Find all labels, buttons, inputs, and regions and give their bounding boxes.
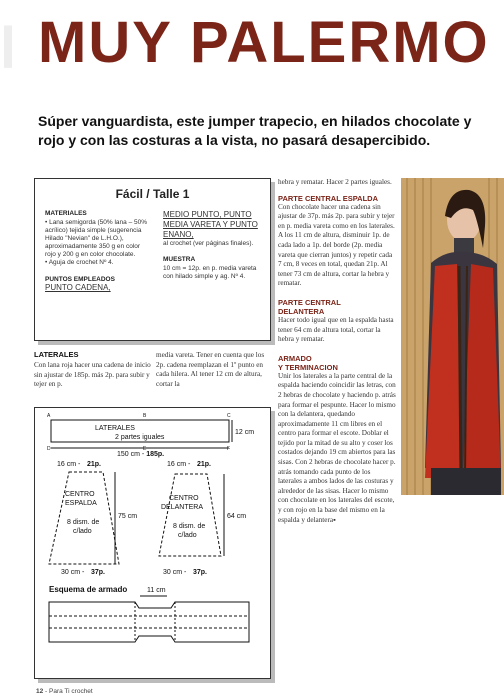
footer-source: - Para Ti crochet: [45, 688, 93, 695]
svg-text:B: B: [143, 413, 147, 419]
svg-text:c/lado: c/lado: [73, 528, 92, 535]
col3-top: hebra y rematar. Hacer 2 partes iguales.: [278, 178, 392, 186]
laterales-heading: LATERALES: [34, 350, 79, 359]
svg-text:37p.: 37p.: [193, 569, 208, 576]
page-subtitle: Súper vanguardista, este jumper trapecio, en hilados chocolate y rojo y con las costuras a la vista, no pasará desapercibido.: [38, 113, 472, 148]
svg-text:16 cm -: 16 cm -: [167, 461, 191, 468]
puntos-right-1: MEDIO PUNTO, PUNTO MEDIA VARETA Y PUNTO ENANO,: [163, 210, 258, 239]
svg-text:30 cm -: 30 cm -: [163, 569, 187, 576]
pattern-diagram: [34, 407, 271, 679]
svg-text:37p.: 37p.: [91, 569, 106, 576]
delantera-text: Hacer todo igual que en la espalda hasta tener 64 cm de altura total, cortar la hebra y rematar.: [278, 315, 394, 344]
page-title: MUY PALERMO: [38, 10, 490, 75]
svg-text:21p.: 21p.: [197, 461, 212, 468]
puntos-label: PUNTOS EMPLEADOS: [45, 276, 115, 283]
dim-150: 150 cm - 185p.: [117, 451, 165, 458]
difficulty-heading: Fácil / Talle 1: [115, 187, 190, 201]
puntos-cadena: PUNTO CADENA,: [45, 283, 111, 292]
svg-text:D: D: [47, 446, 51, 452]
svg-text:c/lado: c/lado: [178, 532, 197, 539]
laterales-label: LATERALES: [95, 425, 135, 432]
muestra-text: 10 cm = 12p. en p. media vareta con hilado simple y ag. Nº 4.: [163, 265, 257, 280]
svg-text:CENTRO: CENTRO: [169, 495, 199, 502]
materiales-text: • Lana semigorda (50% lana – 50% acrílico) tejida simple (sugerencia Hilado "Nevian" de L.H.O.), aproximadamente 350 g en color rojo y 200 g en color chocolate.: [45, 219, 148, 258]
svg-text:16 cm -: 16 cm -: [57, 461, 81, 468]
svg-text:CENTRO: CENTRO: [65, 491, 95, 498]
materiales-label: MATERIALES: [45, 210, 87, 217]
aguja-text: • Aguja de crochet Nº 4.: [45, 259, 114, 266]
svg-text:64 cm: 64 cm: [227, 513, 247, 520]
svg-text:8 dism. de: 8 dism. de: [67, 519, 100, 526]
page-footer: [36, 688, 93, 695]
puntos-right-2: al crochet (ver páginas finales).: [163, 240, 254, 247]
svg-text:8 dism. de: 8 dism. de: [173, 523, 206, 530]
model-photo: [401, 178, 504, 495]
svg-text:30 cm -: 30 cm -: [61, 569, 85, 576]
svg-text:E: E: [143, 446, 147, 452]
page-number: 12: [36, 688, 44, 695]
svg-text:DELANTERA: DELANTERA: [161, 504, 204, 511]
delantera-heading-1: PARTE CENTRAL: [278, 297, 341, 307]
svg-text:75 cm: 75 cm: [118, 513, 138, 520]
muestra-label: MUESTRA: [163, 256, 196, 263]
svg-text:11 cm: 11 cm: [147, 587, 166, 594]
espalda-heading: PARTE CENTRAL ESPALDA: [278, 193, 379, 203]
svg-text:21p.: 21p.: [87, 461, 102, 468]
svg-text:F: F: [227, 446, 231, 452]
laterales-col1: Con lana roja hacer una cadena de inicio sin ajustar de 185p. más 2p. para subir y tejer en p.: [34, 361, 151, 389]
espalda-text: Con chocolate hacer una cadena sin ajustar de 37p. más 2p. para subir y tejer en p. media vareta como en los laterales. A los 11 cm de altura, disminuir 1p. de cada lado a 1p. del borde (2p. media vareta que cierran juntos) y repetir cada 7 cm, 8 veces en total, quedan 21p. Al tener 73 cm de altura, cortar la hebra y rematar.: [278, 202, 395, 288]
dim-12: 12 cm: [235, 429, 255, 436]
materials-box: [34, 178, 271, 341]
svg-text:C: C: [227, 413, 231, 419]
laterales-col2: media vareta. Tener en cuenta que los 2p. cadena reemplazan el 1º punto en cada hilera. Al tener 12 cm de altura, cortar la: [156, 351, 265, 388]
svg-text:A: A: [47, 413, 51, 419]
armado-heading-2: Y TERMINACION: [278, 362, 338, 372]
esquema-label: Esquema de armado: [49, 585, 128, 594]
instructions-column: [278, 178, 396, 525]
svg-text:ESPALDA: ESPALDA: [65, 500, 97, 507]
armado-text: Unir los laterales a la parte central de la espalda haciendo coincidir las letras, con 2 hebras de chocolate y haciendo p. atrás para formar el pespunte. Hacer lo mismo con la delantera, quedando aproximadamente 11 cm libres en el centro para formar el escote. Doblar el tejido por la mitad de su alto y coser los costados dejando 19 cm abiertos para las sisas. Con 2 hebras de chocolate hacer p. atrás tomando cada punto de los laterales a ambos lados de las costuras y alrededor de las sisas. Hacer lo mismo con chocolate en los laterales del escote, y con rojo en la base del mismo en la espalda y delantera▪: [278, 371, 396, 524]
armado-heading-1: ARMADO: [278, 353, 312, 363]
partes-label: 2 partes iguales: [115, 434, 165, 441]
delantera-heading-2: DELANTERA: [278, 306, 325, 316]
ghost-letter: l: [0, 16, 17, 81]
